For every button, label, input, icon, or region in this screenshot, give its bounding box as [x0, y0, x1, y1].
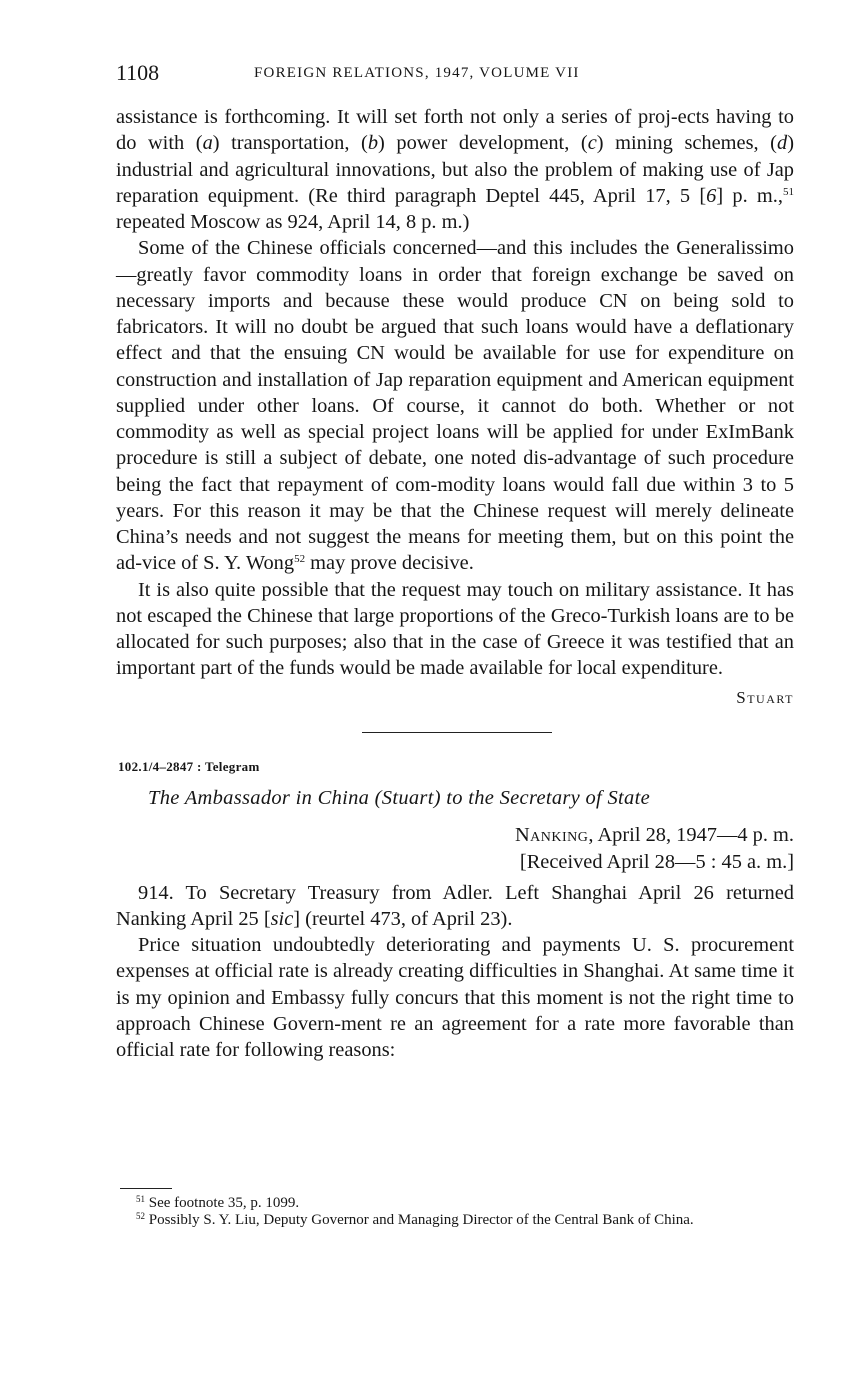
place: Nanking — [514, 823, 589, 846]
section-divider — [362, 732, 552, 733]
paragraph-5: Price situation undoubtedly deteriorating and payments U. S. procurement expenses at official rate is already creating difficulties in Shanghai. At same time it is my opinion and Embassy fully concurs that this moment is not the right time to approach Chinese Govern-ment re an agreement for a rate more favorable than official rate for following reasons: — [116, 934, 794, 1061]
footnote-rule — [120, 1188, 172, 1189]
paragraph-1: assistance is forthcoming. It will set forth not only a series of proj-ects having to do with (a) transportation, (b) power development, (c) mining schemes, (d) industrial and agricultural innovations, but also the problem of making use of Jap reparation equipment. (Re third paragraph Deptel 445, April 17, 5 [6] p. m.,$^{51}$ repeated Moscow as 924, April 14, 8 p. m.) — [116, 106, 794, 233]
date-sent: Nanking, April 28, 1947—4 p. m. — [514, 823, 794, 846]
page-number: 1108 — [116, 60, 160, 85]
file-reference: 102.1/4–2847 : Telegram — [118, 758, 260, 774]
document-title: The Ambassador in China (Stuart) to the Secretary of State — [148, 786, 650, 809]
paragraph-3: It is also quite possible that the request may touch on military assistance. It has not escaped the Chinese that large proportions of the Greco-Turkish loans are to be allocated for such purposes; also that in the case of Greece it was testified that an important part of the funds would be made available for local expenditure. — [116, 578, 794, 680]
body-text — [116, 104, 794, 1063]
footnote-ref-52[interactable]: 52 — [294, 553, 306, 566]
paragraph-4: 914. To Secretary Treasury from Adler. Left Shanghai April 26 returned Nanking April 25 [sic] (reurtel 473, of April 23). — [116, 881, 794, 930]
running-title: FOREIGN RELATIONS, 1947, VOLUME VII — [254, 65, 580, 81]
signature: Stuart — [736, 687, 794, 707]
page-header — [116, 60, 796, 92]
footnote-51: $^{51}$ See footnote 35, p. 1099. — [136, 1194, 300, 1211]
footnote-ref-51[interactable]: 51 — [783, 185, 794, 198]
dateline — [116, 822, 794, 876]
date-received: [Received April 28—5 : 45 a. m.] — [519, 850, 794, 873]
footnotes — [120, 1188, 796, 1229]
footnote-52: $^{52}$ Possibly S. Y. Liu, Deputy Governor and Managing Director of the Central Bank of China. — [136, 1211, 694, 1228]
paragraph-2: Some of the Chinese officials concerned—and this includes the Generalissimo—greatly favor commodity loans in order that foreign exchange be saved on necessary imports and because these would produce CN on being sold to fabricators. It will no doubt be argued that such loans would have a deflationary effect and that the ensuing CN would be available for use for expenditure on construction and installation of Jap reparation equipment and American equipment supplied under other loans. Of course, it cannot do both. Whether or not commodity as well as special project loans will be applied for under ExImBank procedure is still a subject of debate, one noted dis-advantage of such procedure being the fact that repayment of com-modity loans would fall due within 3 to 5 years. For this reason it may be that the Chinese request will merely delineate China’s needs and not suggest the means for meeting them, but on this point the ad-vice of S. Y. Wong$^{52}$ may prove decisive. — [116, 237, 794, 575]
